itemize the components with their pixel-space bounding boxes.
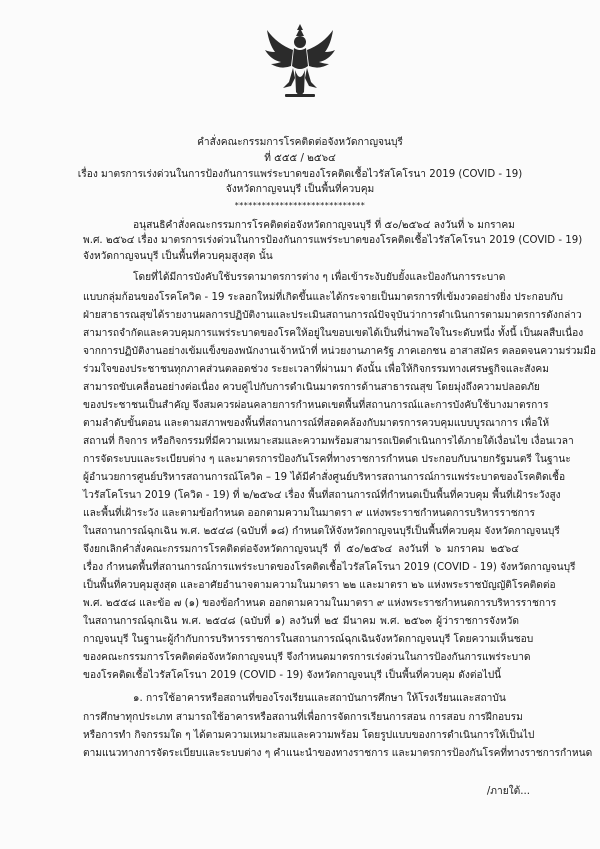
body-line: พ.ศ. ๒๕๖๔ เรื่อง มาตรการเร่งด่วนในการป้องกันการแพร่ระบาดของโรคติดเชื้อไวรัสโคโรนา 2019 (COVID - 19) [83,235,583,246]
body-line: จากการปฏิบัติงานอย่างเข้มแข็งของพนักงานเจ้าหน้าที่ หน่วยงานภาครัฐ ภาคเอกชน อาสาสมัคร ตลอดจนความร่วมมือ [83,346,597,357]
body-line: หรือการทำ กิจกรรมใด ๆ ได้ตามความเหมาะสมและความพร้อม โดยรูปแบบของการดำเนินการให้เป็นไป [83,730,535,741]
body-line: แบบกลุ่มก้อนของโรคโควิด - 19 ระลอกใหม่ที่เกิดขึ้นและได้กระจายเป็นมาตรการที่เข้มงวดอย่างยิ่ง ประกอบกับ [83,292,563,303]
body-line: จังหวัดกาญจนบุรี เป็นพื้นที่ควบคุมสูงสุด นั้น [83,251,273,262]
continuation-note: /ภายใต้... [486,786,530,797]
body-line: อนุสนธิคำสั่งคณะกรรมการโรคติดต่อจังหวัดกาญจนบุรี ที่ ๕๐/๒๕๖๔ ลงวันที่ ๖ มกราคม [133,220,515,231]
body-line: ของคณะกรรมการโรคติดต่อจังหวัดกาญจนบุรี จึงกำหนดมาตรการเร่งด่วนในการป้องกันการแพร่ระบาด [83,652,531,663]
body-line: สถานที่ กิจการ หรือกิจกรรมที่มีความเหมาะสมและความพร้อมสามารถเปิดดำเนินการได้ภายใต้เงื่อนไข เงื่อนเวลา [83,436,574,447]
separator-stars: ***************************** [234,201,366,210]
garuda-emblem-icon [263,22,337,100]
body-line: สามารถจำกัดและควบคุมการแพร่ระบาดของโรคให้อยู่ในขอบเขตได้เป็นที่น่าพอใจในระดับหนึ่ง ทั้งนี้ เป็นผลสืบเนื่อง [83,328,584,339]
body-line: เรื่อง กำหนดพื้นที่สถานการณ์การแพร่ระบาดของโรคติดเชื้อไวรัสโคโรนา 2019 (COVID - 19) จังหวัดกาญจนบุรี [83,562,576,573]
body-line: กาญจนบุรี ในฐานะผู้กำกับการบริหารราชการในสถานการณ์ฉุกเฉินจังหวัดกาญจนบุรี โดยความเห็นชอบ [83,634,534,645]
body-line: ตามลำดับขั้นตอน และตามสภาพของพื้นที่สถานการณ์ที่สอดคล้องกับมาตรการควบคุมแบบบูรณาการ เพื่อให้ [83,418,550,429]
body-line: การศึกษาทุกประเภท สามารถใช้อาคารหรือสถานที่เพื่อการจัดการเรียนการสอน การสอบ การฝึกอบรม [83,712,523,723]
body-line: ๑. การใช้อาคารหรือสถานที่ของโรงเรียนและสถาบันการศึกษา ให้โรงเรียนและสถาบัน [133,693,506,704]
order-subject-cont: จังหวัดกาญจนบุรี เป็นพื้นที่ควบคุม [225,184,375,195]
order-number: ที่ ๕๕๕ / ๒๕๖๔ [264,153,336,164]
body-line: เป็นพื้นที่ควบคุมสูงสุด และอาศัยอำนาจตามความในมาตรา ๒๒ และมาตรา ๒๖ แห่งพระราชบัญญัติโรคติดต่อ [83,580,556,591]
body-line: และพื้นที่เฝ้าระวัง และตามข้อกำหนด ออกตามความในมาตรา ๙ แห่งพระราชกำหนดการบริหารราชการ [83,508,535,519]
body-line: ไวรัสโคโรนา 2019 (โควิด - 19) ที่ ๒/๒๕๖๔ เรื่อง พื้นที่สถานการณ์ที่กำหนดเป็นพื้นที่ควบคุม พื้นที่เฝ้าระวังสูง [83,490,561,501]
body-line: การจัดระบบและระเบียบต่าง ๆ และมาตรการป้องกันโรคที่ทางราชการกำหนด ประกอบกับนายกรัฐมนตรี ในฐานะ [83,454,571,465]
body-line: สามารถขับเคลื่อนอย่างต่อเนื่อง ควบคู่ไปกับการดำเนินมาตรการด้านสาธารณสุข โดยมุ่งถึงความปลอดภัย [83,382,540,393]
body-line: ผู้อำนวยการศูนย์บริหารสถานการณ์โควิด – 19 ได้มีคำสั่งศูนย์บริหารสถานการณ์การแพร่ระบาดของโรคติดเชื้อ [83,472,566,483]
body-line: ของโรคติดเชื้อไวรัสโคโรนา 2019 (COVID - 19) จังหวัดกาญจนบุรี เป็นพื้นที่ควบคุม ดังต่อไปนี้ [83,670,502,681]
body-line: ในสถานการณ์ฉุกเฉิน พ.ศ. ๒๕๔๘ (ฉบับที่ ๑) ลงวันที่ ๒๕ มีนาคม พ.ศ. ๒๕๖๓ ผู้ว่าราชการจังหวัด [83,616,519,627]
body-line: โดยที่ได้มีการบังคับใช้บรรดามาตรการต่าง ๆ เพื่อเข้าระงับยับยั้งและป้องกันการระบาด [133,272,506,283]
body-line: ของประชาชนเป็นสำคัญ จึงสมควรผ่อนคลายการกำหนดเขตพื้นที่สถานการณ์และการบังคับใช้บางมาตรการ [83,400,549,411]
body-line: จึงยกเลิกคำสั่งคณะกรรมการโรคติดต่อจังหวัดกาญจนบุรี ที่ ๕๐/๒๕๖๔ ลงวันที่ ๖ มกราคม ๒๕๖๔ [83,544,519,555]
body-line: พ.ศ. ๒๕๕๘ และข้อ ๗ (๑) ของข้อกำหนด ออกตามความในมาตรา ๙ แห่งพระราชกำหนดการบริหารราชการ [83,598,557,609]
body-line: ฝ่ายสาธารณสุขได้รายงานผลการปฏิบัติงานและประเมินสถานการณ์ปัจจุบันว่าการดำเนินการตามมาตรการดังกล่าว [83,310,582,321]
order-subject: เรื่อง มาตรการเร่งด่วนในการป้องกันการแพร่ระบาดของโรคติดเชื้อไวรัสโคโรนา 2019 (COVID - 19) [77,169,523,180]
body-line: ในสถานการณ์ฉุกเฉิน พ.ศ. ๒๕๔๘ (ฉบับที่ ๑๘) กำหนดให้จังหวัดกาญจนบุรีเป็นพื้นที่ควบคุม จังหวัดกาญจนบุรี [83,526,560,537]
body-line: ร่วมใจของประชาชนทุกภาคส่วนตลอดช่วง ระยะเวลาที่ผ่านมา ดังนั้น เพื่อให้กิจกรรมทางเศรษฐกิจและสังคม [83,364,549,375]
body-line: ตามแนวทางการจัดระเบียบและระบบต่าง ๆ คำแนะนำของทางราชการ และมาตรการป้องกันโรคที่ทางราชการกำหนด [83,748,593,759]
order-title: คำสั่งคณะกรรมการโรคติดต่อจังหวัดกาญจนบุรี [197,137,403,148]
